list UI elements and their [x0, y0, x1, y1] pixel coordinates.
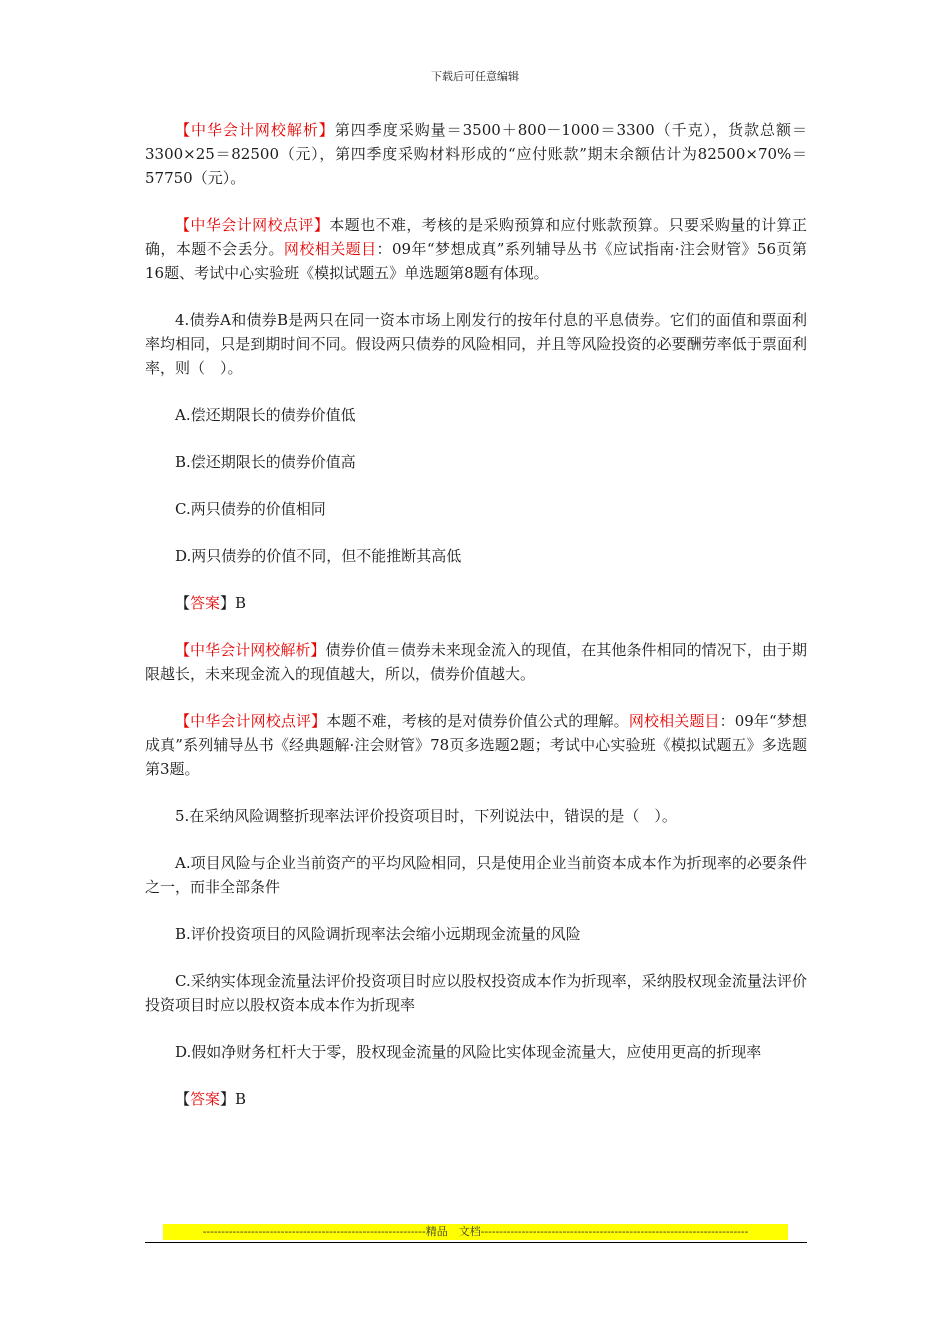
answer-4: 【答案】B — [175, 594, 247, 612]
answer-label: 答案 — [190, 1090, 221, 1108]
analysis-tag: 【中华会计网校解析】 — [175, 641, 326, 659]
question-4-option-d: D.两只债券的价值不同，但不能推断其高低 — [175, 547, 462, 565]
comment-tag: 【中华会计网校点评】 — [175, 216, 330, 234]
question-4: 4.债券A和债券B是两只在同一资本市场上刚发行的按年付息的平息债券。它们的面值和票面利率均相同，只是到期时间不同。假设两只债券的风险相同，并且等风险投资的必要酬劳率低于票面利率，则（ ）。 — [145, 311, 807, 377]
footer-banner — [163, 1224, 788, 1240]
answer-value: B — [235, 1090, 247, 1108]
question-5-option-a: A.项目风险与企业当前资产的平均风险相同，只是使用企业当前资本成本作为折现率的必要条件之一，而非全部条件 — [145, 854, 807, 896]
question-5-option-c: C.采纳实体现金流量法评价投资项目时应以股权投资成本作为折现率，采纳股权现金流量法评价投资项目时应以股权资本成本作为折现率 — [145, 972, 807, 1014]
comment-paragraph-1 — [145, 213, 807, 285]
footer-left-dashes: ------------------------------------------------------------ — [202, 1225, 426, 1238]
analysis-paragraph-2 — [145, 638, 807, 686]
answer-5: 【答案】B — [175, 1090, 247, 1108]
footer-label: 精品 文档 — [425, 1225, 481, 1238]
analysis-tag: 【中华会计网校解析】 — [175, 121, 335, 139]
question-5-option-d: D.假如净财务杠杆大于零，股权现金流量的风险比实体现金流量大，应使用更高的折现率 — [175, 1043, 762, 1061]
question-4-option-c: C.两只债券的价值相同 — [175, 500, 326, 518]
question-4-option-b: B.偿还期限长的债券价值高 — [175, 453, 356, 471]
comment-text: 本题也不难，考核的是采购预算和应付账款预算。只要采购量的计算正确，本题不会丢分。 — [145, 216, 807, 258]
footer-right-dashes: ------------------------------------------------------------------------ — [480, 1225, 749, 1238]
analysis-text: 债券价值＝债券未来现金流入的现值，在其他条件相同的情况下，由于期限越长，未来现金流入的现值越大，所以，债券价值越大。 — [145, 641, 807, 683]
related-text: ：09年“梦想成真”系列辅导丛书《应试指南·注会财管》56页第16题、考试中心实验班《模拟试题五》单选题第8题有体现。 — [145, 240, 807, 282]
question-4-option-a: A.偿还期限长的债券价值低 — [175, 406, 356, 424]
comment-tag: 【中华会计网校点评】 — [175, 712, 327, 730]
answer-label: 答案 — [190, 594, 221, 612]
analysis-text: 第四季度采购量＝3500＋800－1000＝3300（千克），货款总额＝3300×25＝82500（元），第四季度采购材料形成的“应付账款”期末余额估计为82500×70%＝57750（元）。 — [145, 121, 807, 187]
question-5-option-b: B.评价投资项目的风险调折现率法会缩小远期现金流量的风险 — [175, 925, 581, 943]
footer-divider — [145, 1242, 807, 1243]
analysis-paragraph-1 — [145, 118, 807, 190]
related-text: ：09年“梦想成真”系列辅导丛书《经典题解·注会财管》78页多选题2题；考试中心实验班《模拟试题五》多选题第3题。 — [145, 712, 807, 778]
answer-value: B — [235, 594, 247, 612]
page-header: 下载后可任意编辑 — [431, 70, 519, 83]
related-label: 网校相关题目 — [628, 712, 720, 730]
comment-paragraph-2 — [145, 709, 807, 781]
related-label: 网校相关题目 — [283, 240, 377, 258]
document-body — [145, 118, 807, 1134]
comment-text: 本题不难，考核的是对债券价值公式的理解。 — [326, 712, 629, 730]
question-5: 5.在采纳风险调整折现率法评价投资项目时，下列说法中，错误的是（ ）。 — [175, 807, 677, 825]
